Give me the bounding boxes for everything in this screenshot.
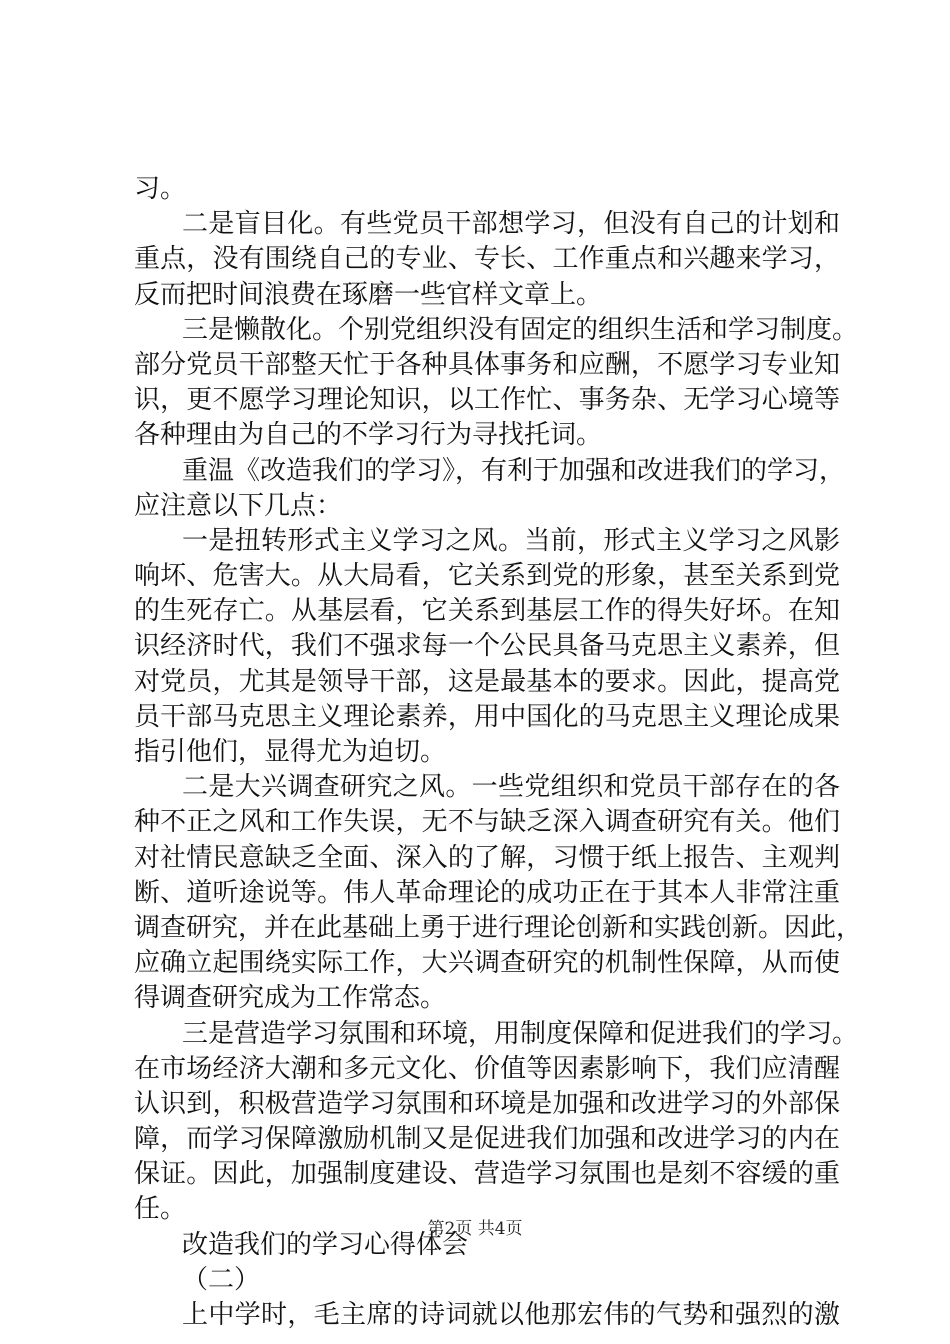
text-line: 应确立起围绕实际工作，大兴调查研究的机制性保障，从而使 (134, 948, 840, 979)
text-line: 应注意以下几点： (134, 490, 343, 521)
text-line: 种不正之风和工作失误，无不与缺乏深入调查研究有关。他们 (134, 807, 840, 838)
text-line: 一是扭转形式主义学习之风。当前，形式主义学习之风影 (182, 525, 840, 556)
text-line: 识经济时代，我们不强求每一个公民具备马克思主义素养，但 (134, 631, 840, 662)
text-line: 指引他们，显得尤为迫切。 (134, 737, 447, 767)
text-line: 上中学时，毛主席的诗词就以他那宏伟的气势和强烈的激 (182, 1300, 840, 1330)
body-text (134, 172, 863, 1333)
text-line: 断、道听途说等。伟人革命理论的成功正在于其本人非常注重 (134, 877, 840, 908)
section-number: （二） (182, 1264, 261, 1295)
text-line: 员干部马克思主义理论素养，用中国化的马克思主义理论成果 (134, 701, 840, 732)
text-line: 重点，没有围绕自己的专业、专长、工作重点和兴趣来学习， (134, 244, 840, 275)
text-line: 反而把时间浪费在琢磨一些官样文章上。 (134, 279, 603, 310)
text-line: 任。 (134, 1194, 187, 1225)
text-line: 障，而学习保障激励机制又是促进我们加强和改进学习的内在 (134, 1124, 840, 1155)
text-line: 的生死存亡。从基层看，它关系到基层工作的得失好坏。在知 (134, 596, 840, 627)
text-line: 部分党员干部整天忙于各种具体事务和应酬，不愿学习专业知 (134, 349, 840, 380)
text-line: 得调查研究成为工作常态。 (134, 983, 447, 1014)
section-heading: 改造我们的学习心得体会 (182, 1229, 469, 1260)
text-line: 二是盲目化。有些党员干部想学习，但没有自己的计划和 (182, 209, 840, 240)
text-line: 各种理由为自己的不学习行为寻找托词。 (134, 420, 603, 451)
text-line: 在市场经济大潮和多元文化、价值等因素影响下，我们应清醒 (134, 1053, 840, 1084)
text-line: 对党员，尤其是领导干部，这是最基本的要求。因此，提高党 (134, 666, 840, 697)
text-line: 重温《改造我们的学习》，有利于加强和改进我们的学习， (182, 455, 846, 486)
text-line: 二是大兴调查研究之风。一些党组织和党员干部存在的各 (182, 772, 840, 803)
text-line: 认识到，积极营造学习氛围和环境是加强和改进学习的外部保 (134, 1088, 840, 1119)
text-line: 保证。因此，加强制度建设、营造学习氛围也是刻不容缓的重 (134, 1159, 840, 1190)
text-line: 识，更不愿学习理论知识，以工作忙、事务杂、无学习心境等 (134, 385, 840, 416)
text-line: 三是营造学习氛围和环境，用制度保障和促进我们的学习。 (182, 1018, 859, 1049)
text-line: 响坏、危害大。从大局看，它关系到党的形象，甚至关系到党 (134, 561, 840, 592)
page-footer: 第2页 共4页 (427, 1219, 523, 1239)
text-line: 习。 (134, 174, 187, 204)
text-line: 三是懒散化。个别党组织没有固定的组织生活和学习制度。 (182, 314, 859, 345)
text-line: 调查研究，并在此基础上勇于进行理论创新和实践创新。因此， (134, 912, 863, 943)
text-line: 对社情民意缺乏全面、深入的了解，习惯于纸上报告、主观判 (134, 842, 840, 873)
